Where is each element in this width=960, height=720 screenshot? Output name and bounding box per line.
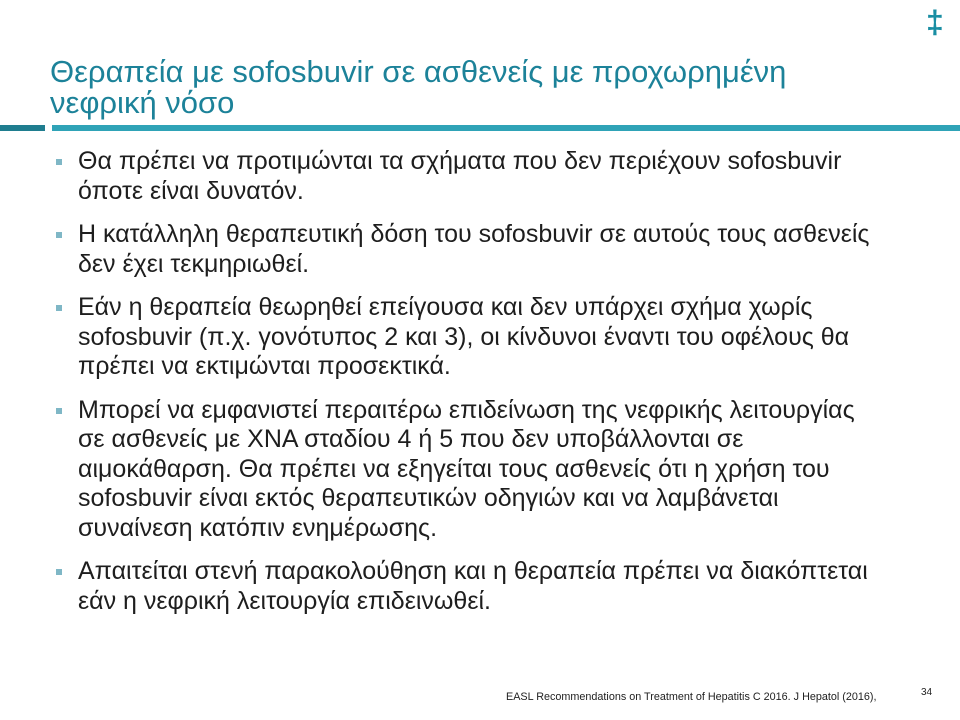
bullet-line: sofosbuvir είναι εκτός θεραπευτικών οδηγιών και να λαμβάνεται xyxy=(78,484,779,512)
bullet-line: Εάν η θεραπεία θεωρηθεί επείγουσα και δεν υπάρχει σχήμα χωρίς xyxy=(78,293,813,321)
bullet-item xyxy=(0,147,960,206)
bullet-square-icon xyxy=(56,305,62,311)
title-line: νεφρική νόσο xyxy=(50,85,235,120)
bullet-line: Μπορεί να εμφανιστεί περαιτέρω επιδείνωση της νεφρικής λειτουργίας xyxy=(78,395,855,424)
bullet-line: Η κατάλληλη θεραπευτική δόση του sofosbuvir σε αυτούς τους ασθενείς xyxy=(78,220,870,248)
bullet-line: Απαιτείται στενή παρακολούθηση και η θεραπεία πρέπει να διακόπτεται xyxy=(78,557,868,585)
bullet-square-icon xyxy=(56,408,62,414)
bullet-line: αιμοκάθαρση. Θα πρέπει να εξηγείται τους ασθενείς ότι η χρήση του xyxy=(78,454,830,483)
bullet-square-icon xyxy=(56,159,62,165)
bullet-list xyxy=(0,147,960,630)
title-divider-left xyxy=(0,125,45,131)
bullet-item xyxy=(0,396,960,544)
footer-citation: EASL Recommendations on Treatment of Hepatitis C 2016. J Hepatol (2016), xyxy=(506,691,877,703)
bullet-item xyxy=(0,220,960,279)
bullet-line: όποτε είναι δυνατόν. xyxy=(78,176,304,205)
slide-title xyxy=(50,56,786,118)
bullet-line: σε ασθενείς με ΧΝΑ σταδίου 4 ή 5 που δεν υποβάλλονται σε xyxy=(78,425,744,453)
page-number: 34 xyxy=(921,687,933,698)
bullet-line: συναίνεση κατόπιν ενημέρωσης. xyxy=(78,513,438,542)
bullet-square-icon xyxy=(56,232,62,238)
bullet-square-icon xyxy=(56,569,62,575)
title-divider xyxy=(52,125,960,131)
bullet-line: πρέπει να εκτιμώνται προσεκτικά. xyxy=(78,352,451,380)
bullet-line: εάν η νεφρική λειτουργία επιδεινωθεί. xyxy=(78,586,491,615)
double-dagger-logo: ‡ xyxy=(926,4,944,40)
bullet-line: sofosbuvir (π.χ. γονότυπος 2 και 3), οι κίνδυνοι έναντι του οφέλους θα xyxy=(78,322,850,351)
bullet-item xyxy=(0,293,960,382)
bullet-line: δεν έχει τεκμηριωθεί. xyxy=(78,249,310,278)
bullet-item xyxy=(0,557,960,616)
title-line: Θεραπεία με sofosbuvir σε ασθενείς με προχωρημένη xyxy=(50,54,787,89)
bullet-line: Θα πρέπει να προτιμώνται τα σχήματα που δεν περιέχουν sofosbuvir xyxy=(78,147,842,175)
